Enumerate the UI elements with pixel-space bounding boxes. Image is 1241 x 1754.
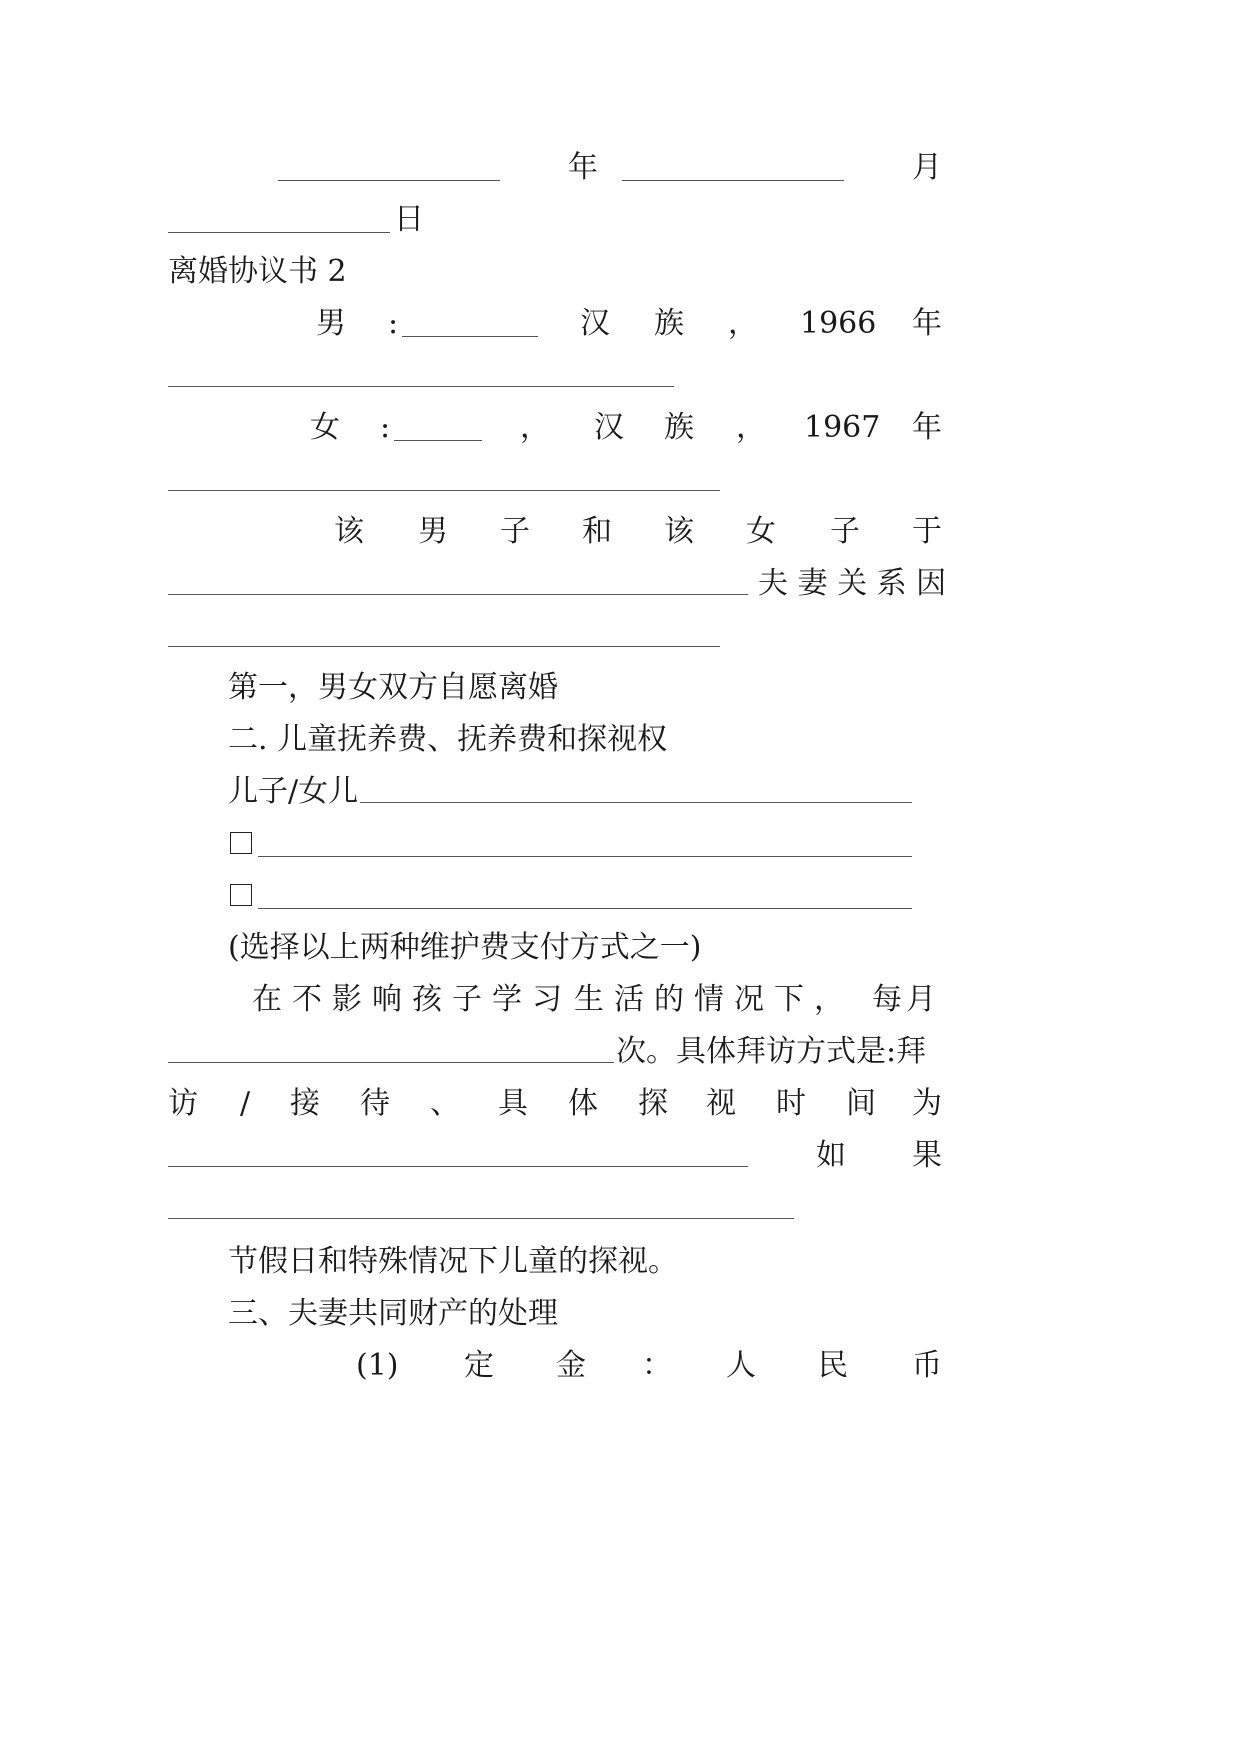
marriage-char: 女: [746, 514, 776, 549]
visit-char: 访: [168, 1086, 198, 1121]
visit-char: 习: [532, 982, 562, 1017]
visit-char: 影: [332, 982, 362, 1017]
visit-char: 、: [430, 1086, 460, 1121]
female-label: 女: [310, 410, 340, 445]
visit-condition-blank[interactable]: [168, 1218, 794, 1219]
visit-char: 具: [498, 1086, 528, 1121]
visit-char: ，: [814, 982, 844, 1017]
option-checkbox-1[interactable]: [230, 832, 252, 854]
female-birth-year: 1967: [804, 410, 881, 445]
visit-char: 月: [906, 982, 936, 1017]
visit-char: 时: [776, 1086, 806, 1121]
female-name-blank[interactable]: [394, 440, 482, 441]
choose-note: (选择以上两种维护费支付方式之一): [228, 930, 702, 965]
visit-char: 接: [290, 1086, 320, 1121]
visit-char: 为: [912, 1086, 942, 1121]
visit-char: 每: [872, 982, 902, 1017]
visit-char: 的: [654, 982, 684, 1017]
male-comma: ，: [728, 306, 758, 341]
female-colon: :: [380, 410, 391, 445]
clause-2: 二. 儿童抚养费、抚养费和探视权: [228, 722, 668, 757]
visit-char: 体: [568, 1086, 598, 1121]
marriage-date-blank[interactable]: [168, 594, 748, 595]
visit-char: 况: [734, 982, 764, 1017]
visit-line-4-tail: 如: [816, 1138, 846, 1173]
deposit-char: 定: [464, 1348, 494, 1383]
option-1-blank[interactable]: [258, 856, 912, 857]
male-colon: :: [388, 306, 399, 341]
day-label: 日: [394, 202, 424, 237]
visit-char: 间: [846, 1086, 876, 1121]
male-year-suffix: 年: [912, 306, 942, 341]
deposit-char: 金: [556, 1348, 586, 1383]
deposit-char: ：: [642, 1348, 672, 1383]
month-label: 月: [912, 150, 942, 185]
visit-line-4-tail: 果: [912, 1138, 942, 1173]
female-comma-1: ，: [520, 410, 550, 445]
visit-char: 视: [706, 1086, 736, 1121]
marriage-char: 和: [582, 514, 612, 549]
month-blank[interactable]: [622, 180, 844, 181]
visit-line-2-tail: 次。具体拜访方式是:拜: [616, 1034, 927, 1069]
female-comma-2: ，: [736, 410, 766, 445]
visit-count-blank[interactable]: [168, 1062, 614, 1063]
clause-3: 三、夫妻共同财产的处理: [228, 1296, 558, 1331]
child-label: 儿子/女儿: [228, 774, 359, 809]
clause-1: 第一，男女双方自愿离婚: [228, 670, 558, 705]
visit-char: 学: [492, 982, 522, 1017]
male-label: 男: [316, 306, 346, 341]
year-label: 年: [568, 150, 598, 185]
female-ethnicity-1: 汉: [594, 410, 624, 445]
visit-char: 生: [574, 982, 604, 1017]
marriage-char: 该: [664, 514, 694, 549]
male-birth-year: 1966: [800, 306, 877, 341]
female-ethnicity-2: 族: [664, 410, 694, 445]
visit-char: 下: [774, 982, 804, 1017]
male-details-blank[interactable]: [168, 386, 674, 387]
year-blank[interactable]: [278, 180, 500, 181]
child-blank[interactable]: [360, 802, 912, 803]
visit-char: /: [240, 1086, 251, 1121]
visit-char: 在: [252, 982, 282, 1017]
visit-char: 探: [638, 1086, 668, 1121]
marriage-char: 该: [334, 514, 364, 549]
visit-char: 情: [694, 982, 724, 1017]
marriage-char: 子: [500, 514, 530, 549]
deposit-item: (1): [356, 1348, 399, 1383]
deposit-char: 人: [726, 1348, 756, 1383]
option-checkbox-2[interactable]: [230, 884, 252, 906]
holiday-visit: 节假日和特殊情况下儿童的探视。: [228, 1244, 678, 1279]
marriage-tail: 夫 妻 关 系 因: [758, 566, 947, 601]
document-title: 离婚协议书 2: [168, 254, 347, 289]
visit-char: 子: [452, 982, 482, 1017]
male-name-blank[interactable]: [402, 336, 538, 337]
marriage-char: 子: [830, 514, 860, 549]
visit-char: 活: [614, 982, 644, 1017]
marriage-char: 于: [912, 514, 942, 549]
deposit-char: 币: [912, 1348, 942, 1383]
deposit-char: 民: [818, 1348, 848, 1383]
visit-char: 不: [292, 982, 322, 1017]
female-year-suffix: 年: [912, 410, 942, 445]
female-details-blank[interactable]: [168, 490, 720, 491]
marriage-char: 男: [418, 514, 448, 549]
male-ethnicity-2: 族: [654, 306, 684, 341]
visit-char: 响: [372, 982, 402, 1017]
visit-char: 待: [360, 1086, 390, 1121]
day-blank[interactable]: [168, 232, 390, 233]
visit-time-blank[interactable]: [168, 1166, 748, 1167]
visit-char: 孩: [412, 982, 442, 1017]
male-ethnicity-1: 汉: [580, 306, 610, 341]
option-2-blank[interactable]: [258, 908, 912, 909]
marriage-reason-blank[interactable]: [168, 646, 720, 647]
